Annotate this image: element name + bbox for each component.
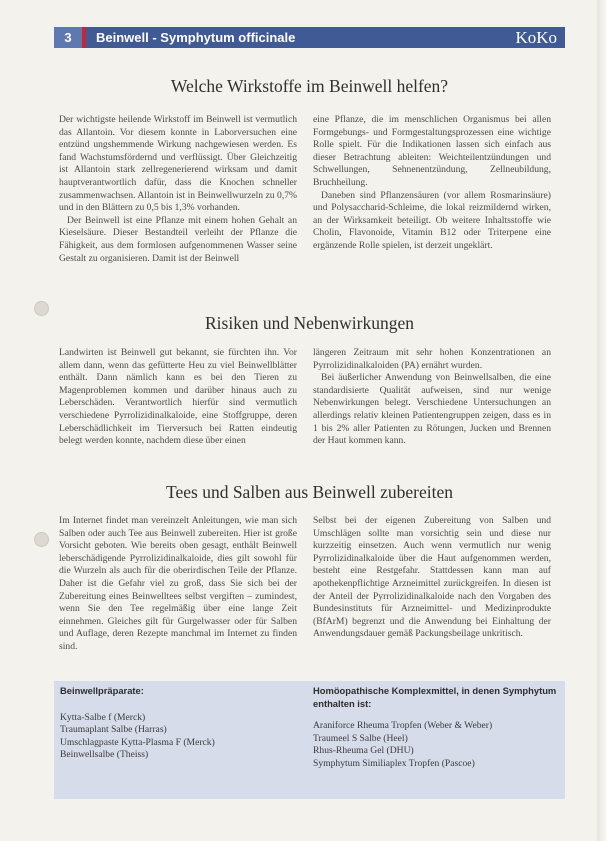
homeopathic-column xyxy=(313,685,558,771)
section-risiken-right-column xyxy=(313,347,551,448)
section-title-wirkstoffe: Welche Wirkstoffe im Beinwell helfen? xyxy=(170,76,449,96)
homeopathic-heading: Homöopathische Komplexmittel, in denen Symphytum enthalten ist: xyxy=(313,685,557,709)
list-item: Traumeel S Salbe (Heel) xyxy=(313,732,408,744)
preparations-list xyxy=(60,712,305,762)
section-zubereitung-left-column xyxy=(59,515,297,654)
paragraph: Im Internet findet man vereinzelt Anleitungen, wie man sich Salben oder auch Tee aus Beinwell zubereiten. Hier ist große Vorsicht geboten. Wie bereits oben gesagt, enthält Beinwell leberschädigende Pyrrolizidinalkaloide, dies gilt sowohl für die Wurzeln als auch für die oberirdischen Teile der Pflanze. Daher ist die Gefahr viel zu groß, dass Sie sich bei der Zubereitung eines Beinwelltees selbst vergiften – zumindest, wenn Sie den Tee regelmäßig über eine lange Zeit einnehmen. Gleiches gilt für Gurgelwasser oder für Salben und Auflage, deren Rezepte manchmal im Internet zu finden sind. xyxy=(59,515,297,652)
header-accent-bar xyxy=(82,27,86,48)
header-title: Beinwell - Symphytum officinale xyxy=(96,30,296,45)
publisher-logo: KoKo xyxy=(515,27,557,47)
section-risiken-left-column xyxy=(59,347,297,448)
page-number: 3 xyxy=(54,27,82,48)
section-zubereitung-right-column xyxy=(313,515,551,641)
preparations-infobox xyxy=(54,681,565,799)
section-title-risiken: Risiken und Nebenwirkungen xyxy=(205,313,414,333)
section-wirkstoffe-left-column xyxy=(59,114,297,265)
list-item: Symphytum Similiaplex Tropfen (Pascoe) xyxy=(313,757,475,769)
section-wirkstoffe-right-column xyxy=(313,114,551,253)
list-item: Beinwellsalbe (Theiss) xyxy=(60,749,149,761)
punch-hole xyxy=(34,532,49,547)
section-title-zubereitung: Tees und Salben aus Beinwell zubereiten xyxy=(166,482,453,502)
punch-hole xyxy=(34,301,49,316)
homeopathic-list xyxy=(313,720,558,770)
paragraph: längeren Zeitraum mit sehr hohen Konzentrationen an Pyrrolizidinalkaloiden (PA) ernährt wurden. xyxy=(313,347,551,371)
paragraph: Der wichtigste heilende Wirkstoff im Beinwell ist vermutlich das Allantoin. Vor diesem konnte in Laborversuchen eine entzünd ungshemmende Wirkung nachgewiesen werden. Es fand Wachstumsfördernd und verflüssigt. Über Gleichzeitig ist Allantoin stark zellregenerierend wirksam und damit hauptverantwortlich dafür, dass die Knochen schneller zusammenwachsen. Allantoin ist in Beinwellwurzeln zu 0,7% und in den Blättern zu 0,5 bis 1,3% vorhanden. xyxy=(59,114,297,214)
list-item: Traumaplant Salbe (Harras) xyxy=(60,724,167,736)
list-item: Rhus-Rheuma Gel (DHU) xyxy=(313,745,414,757)
preparations-column xyxy=(60,685,305,762)
list-item: Kytta-Salbe f (Merck) xyxy=(60,711,146,723)
paragraph: Selbst bei der eigenen Zubereitung von Salben und Umschlägen sollte man vorsichtig sein und diese nur kurzzeitig einsetzen. Auch wenn vermutlich nur wenig Pyrrolizidinalkaloide über die Haut aufgenommen werden, besteht eine Restgefahr. Stattdessen kann man auf apothekenpflichtige Arzneimittel zurückgreifen. In diesen ist der Anteil der Pyrrolizidinalkaloide nach den Vorgaben des Bundesinstituts für Arzneimittel- und Medizinprodukte (BfArM) begrenzt und die Anwendung bei Einhaltung der Anwendungsdauer gemäß Packungsbeilage unkritisch. xyxy=(313,515,551,640)
list-item: Umschlagpaste Kytta-Plasma F (Merck) xyxy=(60,736,215,748)
preparations-heading: Beinwellpräparate: xyxy=(60,685,144,696)
paragraph: Bei äußerlicher Anwendung von Beinwellsalben, die eine standardisierte Qualität aufweisen, sind nur wenige Nebenwirkungen belegt. Verschiedene Untersuchungen an allerdings relativ kleinen Patientengruppen zeigen, dass es in 1 bis 2% aller Patienten zu Rötungen, Jucken und Brennen der Haut kommen kann. xyxy=(313,372,551,447)
paragraph: Daneben sind Pflanzensäuren (vor allem Rosmarinsäure) und Polysaccharid-Schleime, die lokal reizmildernd wirken, an der Wirksamkeit beteiligt. Ob weitere Inhaltsstoffe wie Cholin, Flavonoide, Vitamin B12 oder Triterpene eine ergänzende Rolle spielen, ist derzeit ungeklärt. xyxy=(313,189,551,251)
list-item: Araniforce Rheuma Tropfen (Weber & Weber) xyxy=(313,720,493,732)
paragraph: Landwirten ist Beinwell gut bekannt, sie fürchten ihn. Vor allem dann, wenn das gefütterte Heu zu viel Beinwellblätter enthält. Dann nämlich kann es bei den Tieren zu Magenproblemen kommen und darüber hinaus auch zu Leberschäden. Verantwortlich hierfür sind vermutlich verschiedene Pyrrolizidinalkaloide, eine Stoffgruppe, deren Leberschädlichkeit im Tierversuch bei Ratten eindeutig belegt werden konnte, nachdem diese über einen xyxy=(59,347,297,447)
paragraph: Der Beinwell ist eine Pflanze mit einem hohen Gehalt an Kieselsäure. Dieser Bestandteil verleiht der Pflanze die Fähigkeit, aus dem formlosen aufgenommenen Wasser seine Gestalt zu organisieren. Damit ist der Beinwell xyxy=(59,214,297,264)
page-edge xyxy=(597,0,607,841)
page-header xyxy=(54,27,565,48)
paragraph: eine Pflanze, die im menschlichen Organismus bei allen Formgebungs- und Formgestaltungsprozessen eine wichtige Rolle spielt. Für die Indikationen lassen sich einfach aus dieser Betrachtung ableiten: Weichteilentzündungen und Schwellungen, Sehnenentzündung, Zellneubildung, Bruchheilung. xyxy=(313,114,551,188)
